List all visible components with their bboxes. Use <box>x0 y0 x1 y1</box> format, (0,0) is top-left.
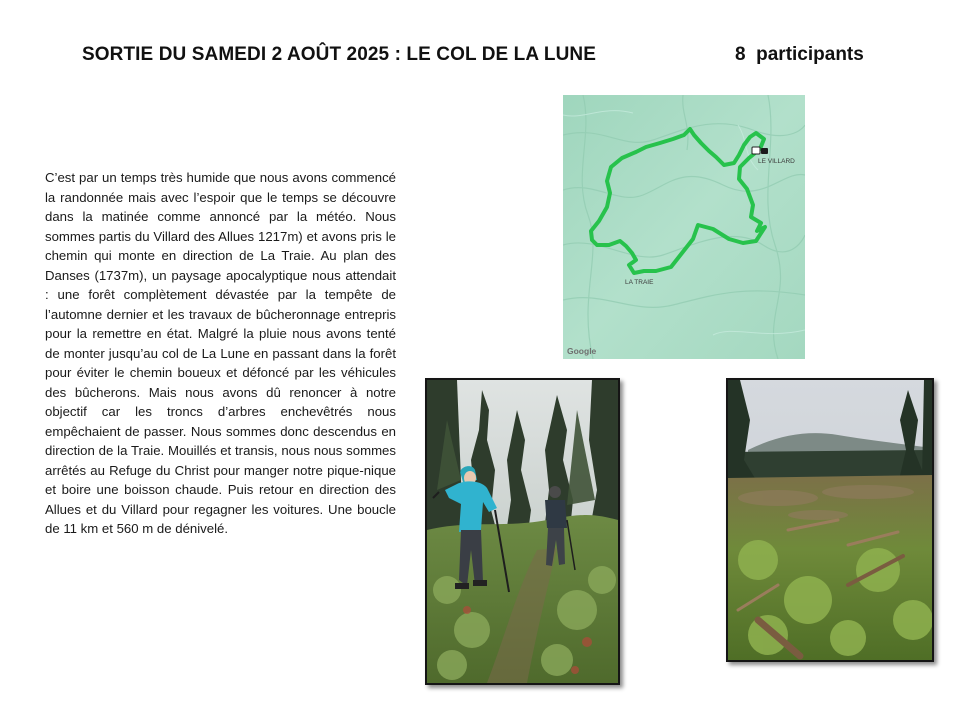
map-logo: Google <box>567 346 597 356</box>
report-text: C’est par un temps très humide que nous avons commencé la randonnée mais avec l’espoir que le temps se découvre dans la matinée comme annoncé par la météo. Nous sommes partis du Villard des Allues 1217m) et avons pris le chemin qui monte en direction de La Traie. Au plan des Danses (1737m), un paysage apocalyptique nous attendait : une forêt complètement dévastée par la tempête de l’automne dernier et les travaux de bûcheronnage entrepris pour la remettre en état. Malgré la pluie nous avons tenté de monter jusqu’au col de La Lune en passant dans la forêt pour éviter le chemin boueux et défoncé par les véhicules des bûcherons. Mais nous avons dû renoncer à notre objectif car les troncs d’arbres enchevêtrés nous empêchaient de passer. Nous sommes donc descendus en direction de la Traie. Mouillés et transis, nous nous sommes arrêtés au Refuge du Christ pour manger notre pique-nique et boire une boisson chaude. Puis retour en direction des Allues et du Villard pour regagner les voitures. Une boucle de 11 km et 560 m de dénivelé. <box>45 170 396 536</box>
page-title: SORTIE DU SAMEDI 2 AOÛT 2025 : LE COL DE LA LUNE <box>82 44 596 65</box>
map-label-start: LE VILLARD <box>758 158 795 165</box>
map-label-south: LA TRAIE <box>625 279 654 286</box>
photo-cleared-forest <box>726 378 934 662</box>
photo-hikers <box>425 378 620 685</box>
route-map <box>563 95 805 359</box>
start-marker-icon <box>752 147 768 154</box>
participants-count: 8 participants <box>735 44 864 65</box>
